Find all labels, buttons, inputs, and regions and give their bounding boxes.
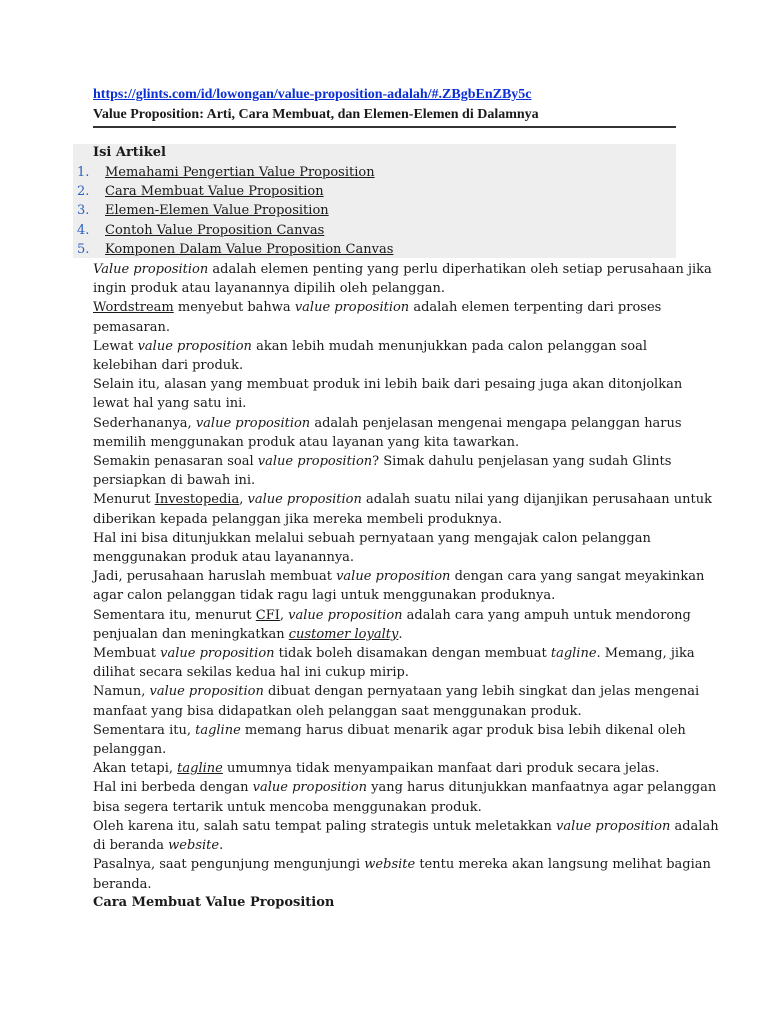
body-line: manfaat yang bisa didapatkan oleh pelanggan saat menggunakan produk. (93, 703, 582, 719)
body-text: Akan tetapi, (93, 761, 178, 777)
body-text: Oleh karena itu, salah satu tempat paling strategis untuk meletakkan (93, 818, 556, 834)
body-text: . (398, 626, 403, 642)
body-line: lewat hal yang satu ini. (93, 396, 247, 412)
cfi-link[interactable]: CFI (255, 607, 280, 623)
toc-link-elemen[interactable]: Elemen-Elemen Value Proposition (105, 203, 329, 219)
italic-term: value proposition (149, 684, 264, 700)
body-text: dibuat dengan pernyataan yang lebih singkat dan jelas mengenai (263, 684, 700, 700)
body-line (93, 644, 695, 663)
body-text: Jadi, perusahaan haruslah membuat (93, 569, 337, 585)
body-line (93, 817, 719, 836)
body-text: Hal ini berbeda dengan (93, 780, 253, 796)
toc-link-pengertian[interactable]: Memahami Pengertian Value Proposition (105, 165, 375, 180)
toc-item-number: 4. (77, 222, 90, 238)
toc-item-number: 1. (77, 165, 90, 180)
body-line (93, 682, 700, 701)
italic-term: value proposition (336, 569, 451, 585)
section-heading: Cara Membuat Value Proposition (93, 895, 335, 910)
italic-term: value proposition (257, 454, 373, 470)
source-link[interactable]: https://glints.com/id/lowongan/value-proposition-adalah/#.ZBgbEnZBy5c (93, 87, 532, 102)
toc-item-number: 5. (77, 241, 90, 257)
body-line: dilihat secara sekilas kedua hal ini cukup mirip. (93, 665, 409, 681)
body-text: Sementara itu, (93, 722, 196, 738)
italic-term: value proposition (288, 607, 403, 623)
toc-item-number: 2. (77, 184, 90, 200)
italic-term: tagline (550, 646, 597, 662)
article-body (93, 260, 719, 894)
body-line: kelebihan dari produk. (93, 358, 244, 374)
italic-term: website (364, 857, 416, 873)
body-text: akan lebih mudah menunjukkan pada calon pelanggan soal (251, 338, 648, 354)
body-line (93, 490, 712, 509)
italic-term: value proposition (252, 780, 367, 796)
italic-term: value proposition (137, 338, 252, 354)
body-line: ingin produk atau layanannya dipilih oleh pelanggan. (93, 281, 446, 297)
body-text: memang harus dibuat menarik agar produk bisa lebih dikenal oleh (240, 722, 686, 738)
body-text: yang harus ditunjukkan manfaatnya agar pelanggan (367, 780, 717, 796)
body-line: menggunakan produk atau layanannya. (93, 550, 355, 566)
body-text: Pasalnya, saat pengunjung mengunjungi (93, 857, 365, 873)
body-text: ? Simak dahulu penjelasan yang sudah Glints (372, 454, 672, 470)
body-text: adalah elemen penting yang perlu diperhatikan oleh setiap perusahaan jika (208, 262, 712, 277)
wordstream-link[interactable]: Wordstream (93, 300, 174, 316)
italic-term: value proposition (160, 646, 275, 662)
toc-heading: Isi Artikel (93, 145, 166, 160)
body-text: Sederhananya, (93, 415, 196, 431)
body-line: Hal ini bisa ditunjukkan melalui sebuah pernyataan yang mengajak calon pelanggan (93, 530, 651, 546)
body-line: beranda. (93, 876, 152, 892)
body-line: bisa segera tertarik untuk mencoba menggunakan produk. (93, 799, 482, 815)
italic-term: website (168, 838, 220, 854)
body-text: adalah cara yang ampuh untuk mendorong (402, 607, 691, 623)
italic-term: value proposition (555, 818, 671, 834)
body-text: . Memang, jika (596, 646, 695, 662)
body-line (93, 298, 683, 317)
investopedia-link[interactable]: Investopedia (154, 492, 240, 508)
body-text: adalah (670, 818, 719, 834)
body-line: memilih menggunakan produk atau layanan yang kita tawarkan. (93, 434, 520, 450)
body-text: adalah elemen terpenting dari proses (409, 300, 662, 316)
body-line (93, 855, 711, 874)
body-line (93, 759, 683, 778)
body-line: Selain itu, alasan yang membuat produk ini lebih baik dari pesaing juga akan ditonjolkan (93, 377, 683, 393)
body-line (93, 452, 683, 471)
body-line (93, 606, 691, 625)
tagline-link[interactable] (177, 761, 223, 776)
body-line (93, 625, 683, 644)
italic-term: customer loyalty (288, 626, 399, 642)
body-text: umumnya tidak menyampaikan manfaat dari produk secara jelas. (222, 761, 660, 777)
body-text: . (219, 838, 224, 854)
body-line: agar calon pelanggan tidak ragu lagi untuk menggunakan produknya. (93, 588, 556, 604)
italic-term: Value proposition (93, 262, 209, 277)
body-line (93, 721, 686, 740)
italic-term: tagline (177, 761, 223, 777)
toc-item-number: 3. (77, 203, 90, 219)
italic-term: value proposition (195, 415, 311, 431)
italic-term: value proposition (294, 300, 410, 316)
body-text: adalah penjelasan mengenai mengapa pelanggan harus (310, 415, 682, 431)
body-line (93, 414, 683, 433)
body-text: menyebut bahwa (173, 300, 295, 316)
body-text: Membuat (93, 646, 161, 662)
toc-link-komponen-canvas[interactable]: Komponen Dalam Value Proposition Canvas (105, 241, 394, 257)
body-text: Menurut (93, 492, 155, 508)
body-text: adalah suatu nilai yang dijanjikan perusahaan untuk (361, 492, 712, 508)
body-line (93, 260, 712, 279)
body-line: persiapkan di bawah ini. (93, 473, 256, 489)
body-text: Semakin penasaran soal (93, 454, 258, 470)
body-text: penjualan dan meningkatkan (93, 626, 289, 642)
body-text: Sementara itu, menurut (93, 607, 256, 623)
body-text: dengan cara yang sangat meyakinkan (450, 569, 705, 585)
body-line: pemasaran. (93, 319, 170, 335)
body-line (93, 567, 705, 586)
title-divider (93, 126, 676, 128)
body-text: Namun, (93, 684, 150, 700)
body-line: pelanggan. (93, 742, 167, 758)
toc-link-cara-membuat[interactable]: Cara Membuat Value Proposition (105, 184, 324, 200)
body-text: tidak boleh disamakan dengan membuat (274, 646, 551, 662)
body-line (93, 778, 717, 797)
body-text: Lewat (93, 338, 138, 354)
document-title: Value Proposition: Arti, Cara Membuat, dan Elemen-Elemen di Dalamnya (93, 107, 539, 122)
body-text: , (239, 492, 248, 508)
toc-link-contoh-canvas[interactable]: Contoh Value Proposition Canvas (105, 222, 325, 238)
customer-loyalty-link[interactable] (289, 627, 399, 642)
italic-term: value proposition (247, 492, 362, 508)
body-line: diberikan kepada pelanggan jika mereka membeli produknya. (93, 511, 503, 527)
body-text: tentu mereka akan langsung melihat bagian (415, 857, 711, 873)
body-line (93, 836, 683, 855)
body-text: , (279, 607, 289, 623)
body-line (93, 337, 683, 356)
body-text: di beranda (93, 838, 169, 854)
italic-term: tagline (195, 722, 241, 738)
